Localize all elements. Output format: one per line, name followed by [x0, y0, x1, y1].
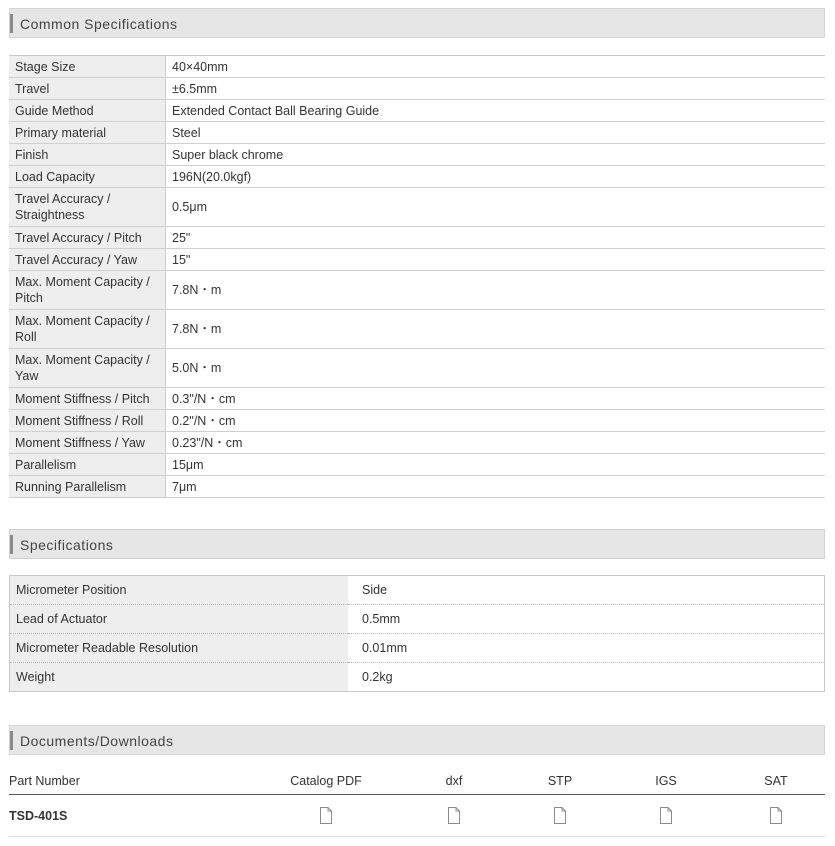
- spec-label: Lead of Actuator: [10, 605, 349, 634]
- table-row: [9, 795, 825, 837]
- spec-value: 7μm: [166, 476, 826, 498]
- spec-value: 0.5μm: [166, 188, 826, 227]
- spec-label: Running Parallelism: [9, 476, 166, 498]
- spec-label: Travel: [9, 78, 166, 100]
- column-header-catalog-pdf: Catalog PDF: [259, 767, 393, 795]
- spec-label: Travel Accuracy / Yaw: [9, 249, 166, 271]
- spec-label: Travel Accuracy / Straightness: [9, 188, 166, 227]
- table-row: [9, 271, 825, 310]
- spec-label: Max. Moment Capacity / Pitch: [9, 271, 166, 310]
- table-row: [9, 454, 825, 476]
- spec-label: Max. Moment Capacity / Roll: [9, 310, 166, 349]
- spec-label: Micrometer Readable Resolution: [10, 634, 349, 663]
- spec-label: Load Capacity: [9, 166, 166, 188]
- table-row: [9, 249, 825, 271]
- common-specifications-title: Common Specifications: [20, 16, 178, 32]
- document-icon[interactable]: [319, 807, 333, 824]
- column-header-sat: SAT: [727, 767, 825, 795]
- table-row: [9, 349, 825, 388]
- spec-value: Extended Contact Ball Bearing Guide: [166, 100, 826, 122]
- header-accent-bar: [10, 535, 13, 554]
- table-row: [10, 634, 825, 663]
- spec-value: Steel: [166, 122, 826, 144]
- table-row: [9, 100, 825, 122]
- documents-downloads-title: Documents/Downloads: [20, 733, 174, 749]
- part-number: TSD-401S: [9, 795, 259, 837]
- spec-value: 15μm: [166, 454, 826, 476]
- spec-label: Moment Stiffness / Yaw: [9, 432, 166, 454]
- spec-label: Travel Accuracy / Pitch: [9, 227, 166, 249]
- spec-label: Parallelism: [9, 454, 166, 476]
- table-row: [9, 410, 825, 432]
- table-row: [9, 144, 825, 166]
- spec-value: Side: [348, 576, 825, 605]
- spec-label: Finish: [9, 144, 166, 166]
- table-row: [10, 576, 825, 605]
- spec-value: Super black chrome: [166, 144, 826, 166]
- table-row: [9, 56, 825, 78]
- column-header-igs: IGS: [605, 767, 727, 795]
- spec-value: 0.23"/N・cm: [166, 432, 826, 454]
- table-row: [9, 122, 825, 144]
- spec-label: Micrometer Position: [10, 576, 349, 605]
- dxf-download[interactable]: [393, 795, 515, 837]
- igs-download[interactable]: [605, 795, 727, 837]
- spec-value: 0.3"/N・cm: [166, 388, 826, 410]
- spec-value: 0.01mm: [348, 634, 825, 663]
- sat-download[interactable]: [727, 795, 825, 837]
- spec-value: 7.8N・m: [166, 271, 826, 310]
- table-row: [10, 605, 825, 634]
- table-row: [10, 663, 825, 692]
- spec-value: 25": [166, 227, 826, 249]
- spec-value: 0.2kg: [362, 670, 393, 684]
- column-header-stp: STP: [515, 767, 605, 795]
- table-row: [9, 78, 825, 100]
- spec-label: Primary material: [9, 122, 166, 144]
- table-row: [9, 432, 825, 454]
- header-accent-bar: [10, 14, 13, 33]
- spec-label: Max. Moment Capacity / Yaw: [9, 349, 166, 388]
- header-accent-bar: [10, 731, 13, 750]
- stp-download[interactable]: [515, 795, 605, 837]
- documents-table: [9, 767, 825, 837]
- table-header-row: [9, 767, 825, 795]
- spec-value: 15": [166, 249, 826, 271]
- spec-value: 7.8N・m: [166, 310, 826, 349]
- common-specifications-table: [9, 55, 825, 498]
- spec-value: 5.0N・m: [166, 349, 826, 388]
- common-specifications-header: [9, 8, 825, 38]
- spec-value: 40×40mm: [166, 56, 826, 78]
- spec-label: Moment Stiffness / Roll: [9, 410, 166, 432]
- spec-value: 0.5mm: [348, 605, 825, 634]
- table-row: [9, 227, 825, 249]
- document-icon[interactable]: [447, 807, 461, 824]
- spec-value: ±6.5mm: [166, 78, 826, 100]
- document-icon[interactable]: [553, 807, 567, 824]
- specifications-table: [9, 575, 825, 692]
- column-header-part-number: Part Number: [9, 767, 259, 795]
- table-row: [9, 476, 825, 498]
- spec-label: Stage Size: [9, 56, 166, 78]
- document-icon[interactable]: [659, 807, 673, 824]
- table-row: [9, 388, 825, 410]
- specifications-title: Specifications: [20, 537, 114, 553]
- spec-label: Guide Method: [9, 100, 166, 122]
- column-header-dxf: dxf: [393, 767, 515, 795]
- spec-label: Weight: [10, 663, 349, 692]
- documents-downloads-header: [9, 725, 825, 755]
- catalog-pdf-download[interactable]: [259, 795, 393, 837]
- spec-label: Moment Stiffness / Pitch: [9, 388, 166, 410]
- document-icon[interactable]: [769, 807, 783, 824]
- spec-value: 196N(20.0kgf): [166, 166, 826, 188]
- specifications-header: [9, 529, 825, 559]
- table-row: [9, 166, 825, 188]
- spec-value: 0.2"/N・cm: [166, 410, 826, 432]
- table-row: [9, 188, 825, 227]
- table-row: [9, 310, 825, 349]
